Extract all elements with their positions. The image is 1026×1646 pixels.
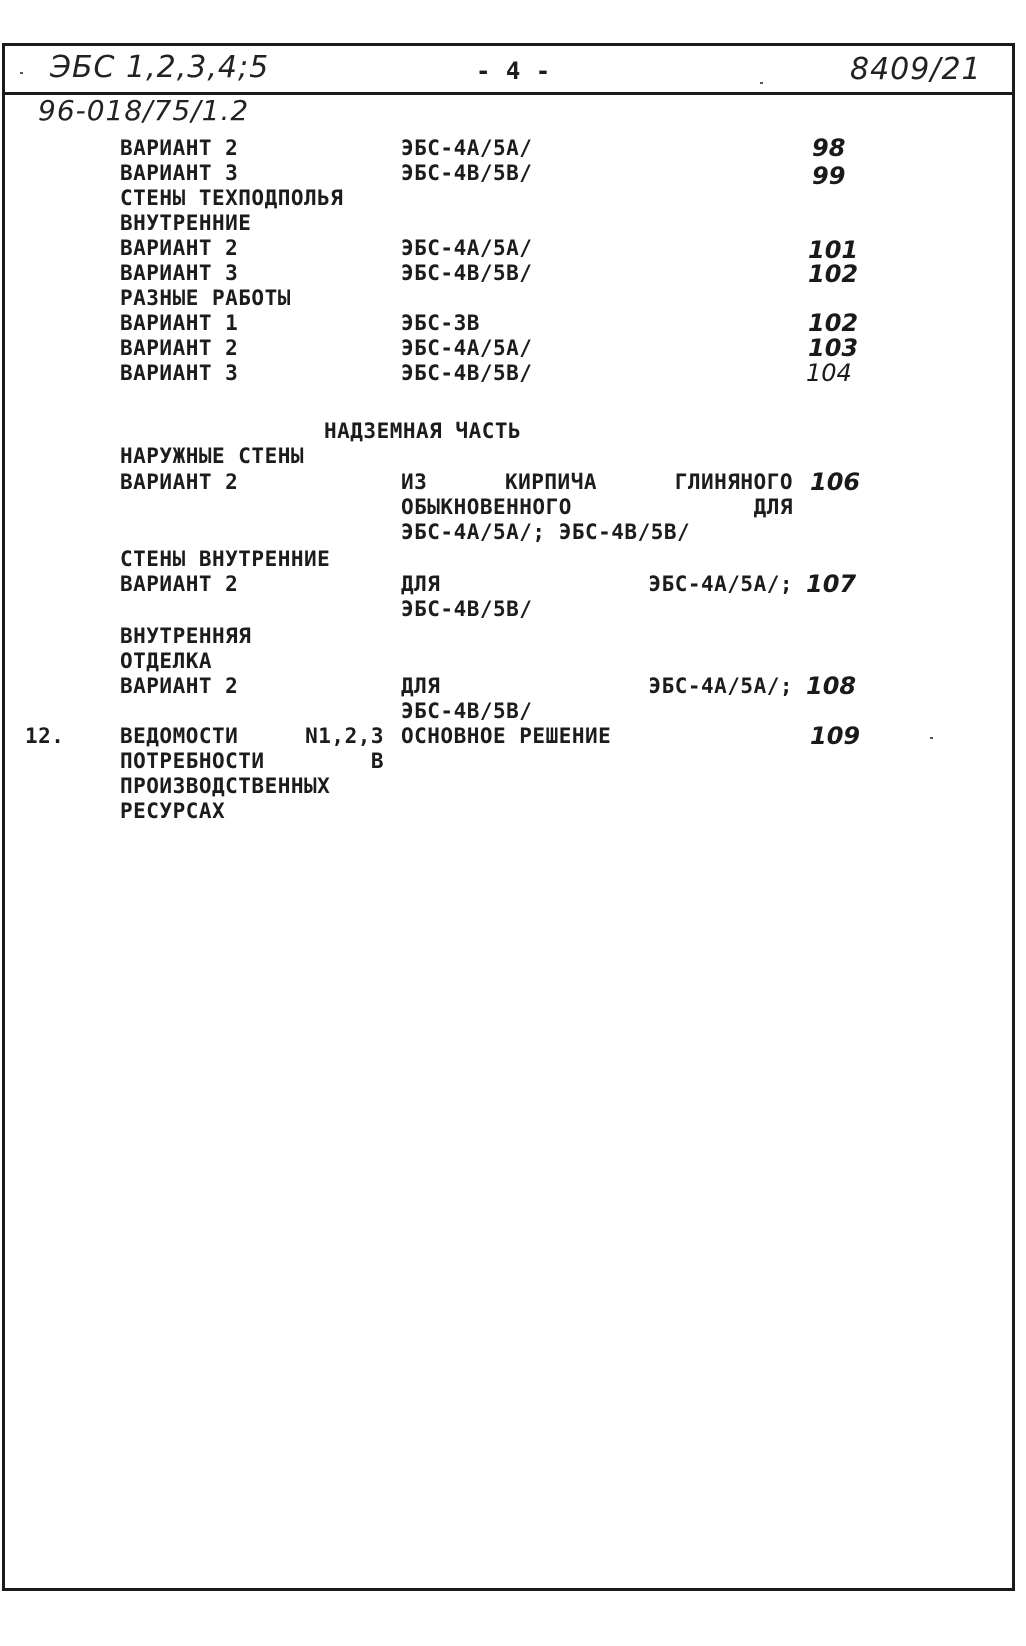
row-label: ВАРИАНТ 2 [120,236,239,260]
label-word: ВЕДОМОСТИ [120,724,239,748]
desc-word: ДЛЯ [401,674,441,698]
stray-mark [760,82,763,84]
section-label: РАЗНЫЕ РАБОТЫ [120,286,291,310]
row-desc: ЭБС-4В/5В/ [401,161,533,185]
row-desc-line [401,495,793,520]
row-page: 108 [806,672,857,700]
row-desc: ЭБС-4В/5В/ [401,597,533,621]
row-desc: ЭБС-4В/5В/ [401,699,533,723]
row-desc: ЭБС-4В/5В/ [401,261,533,285]
row-desc-line [401,572,793,597]
row-page: 103 [808,334,859,362]
row-label: ВАРИАНТ 2 [120,136,239,160]
row-page: 102 [808,260,859,288]
row-label: ВАРИАНТ 3 [120,361,239,385]
row-page: 104 [806,359,852,387]
desc-word: ДЛЯ [753,495,793,519]
row-desc-line [401,674,793,699]
row-desc: ЭБС-4А/5А/ [401,236,533,260]
row-desc: ЭБС-4В/5В/ [401,361,533,385]
row-desc: ЭБС-3В [401,311,480,335]
label-word: ПОТРЕБНОСТИ [120,749,265,773]
page-number: - 4 - [476,57,551,85]
row-label: ВАРИАНТ 2 [120,336,239,360]
header-sub-code: 96-018/75/1.2 [38,94,250,127]
row-label: ВАРИАНТ 1 [120,311,239,335]
label-word: N1,2,3 [305,724,384,748]
row-label: ВАРИАНТ 2 [120,572,239,596]
section-title: НАДЗЕМНАЯ ЧАСТЬ [324,419,522,443]
group-label: ОТДЕЛКА [120,649,213,673]
section-label: СТЕНЫ ТЕХПОДПОЛЬЯ [120,186,344,210]
row-desc: ЭБС-4А/5А/; ЭБС-4В/5В/ [401,520,691,544]
row-label: ВАРИАНТ 3 [120,261,239,285]
desc-word: ЭБС-4А/5А/; [648,572,793,596]
section-label: ВНУТРЕННИЕ [120,211,252,235]
row-page: 107 [806,570,857,598]
desc-word: ДЛЯ [401,572,441,596]
header-right-code: 8409/21 [850,52,982,87]
row-page: 106 [810,468,861,496]
desc-word: ГЛИНЯНОГО [674,470,793,494]
desc-word: ЭБС-4А/5А/; [648,674,793,698]
item-desc: ОСНОВНОЕ РЕШЕНИЕ [401,724,612,748]
header-left-code: ЭБС 1,2,3,4;5 [50,50,270,85]
row-label: ВАРИАНТ 2 [120,470,239,494]
item-label: ПРОИЗВОДСТВЕННЫХ [120,774,331,798]
group-label: ВНУТРЕННЯЯ [120,624,252,648]
row-label: ВАРИАНТ 2 [120,674,239,698]
stray-mark [930,737,933,739]
desc-word: ИЗ [401,470,428,494]
item-label-line [120,724,384,749]
row-desc: ЭБС-4А/5А/ [401,336,533,360]
row-label: ВАРИАНТ 3 [120,161,239,185]
item-number: 12. [25,724,65,748]
row-desc-line [401,470,793,495]
item-label: РЕСУРСАХ [120,799,226,823]
desc-word: КИРПИЧА [504,470,597,494]
group-label: НАРУЖНЫЕ СТЕНЫ [120,444,305,468]
desc-word: ОБЫКНОВЕННОГО [401,495,572,519]
row-page: 99 [812,162,846,190]
row-page: 101 [808,236,859,264]
row-desc: ЭБС-4А/5А/ [401,136,533,160]
stray-mark [20,72,23,74]
item-label-line [120,749,384,774]
row-page: 109 [810,722,861,750]
row-page: 98 [812,134,846,162]
row-page: 102 [808,309,859,337]
label-word: В [370,749,384,773]
group-label: СТЕНЫ ВНУТРЕННИЕ [120,547,331,571]
